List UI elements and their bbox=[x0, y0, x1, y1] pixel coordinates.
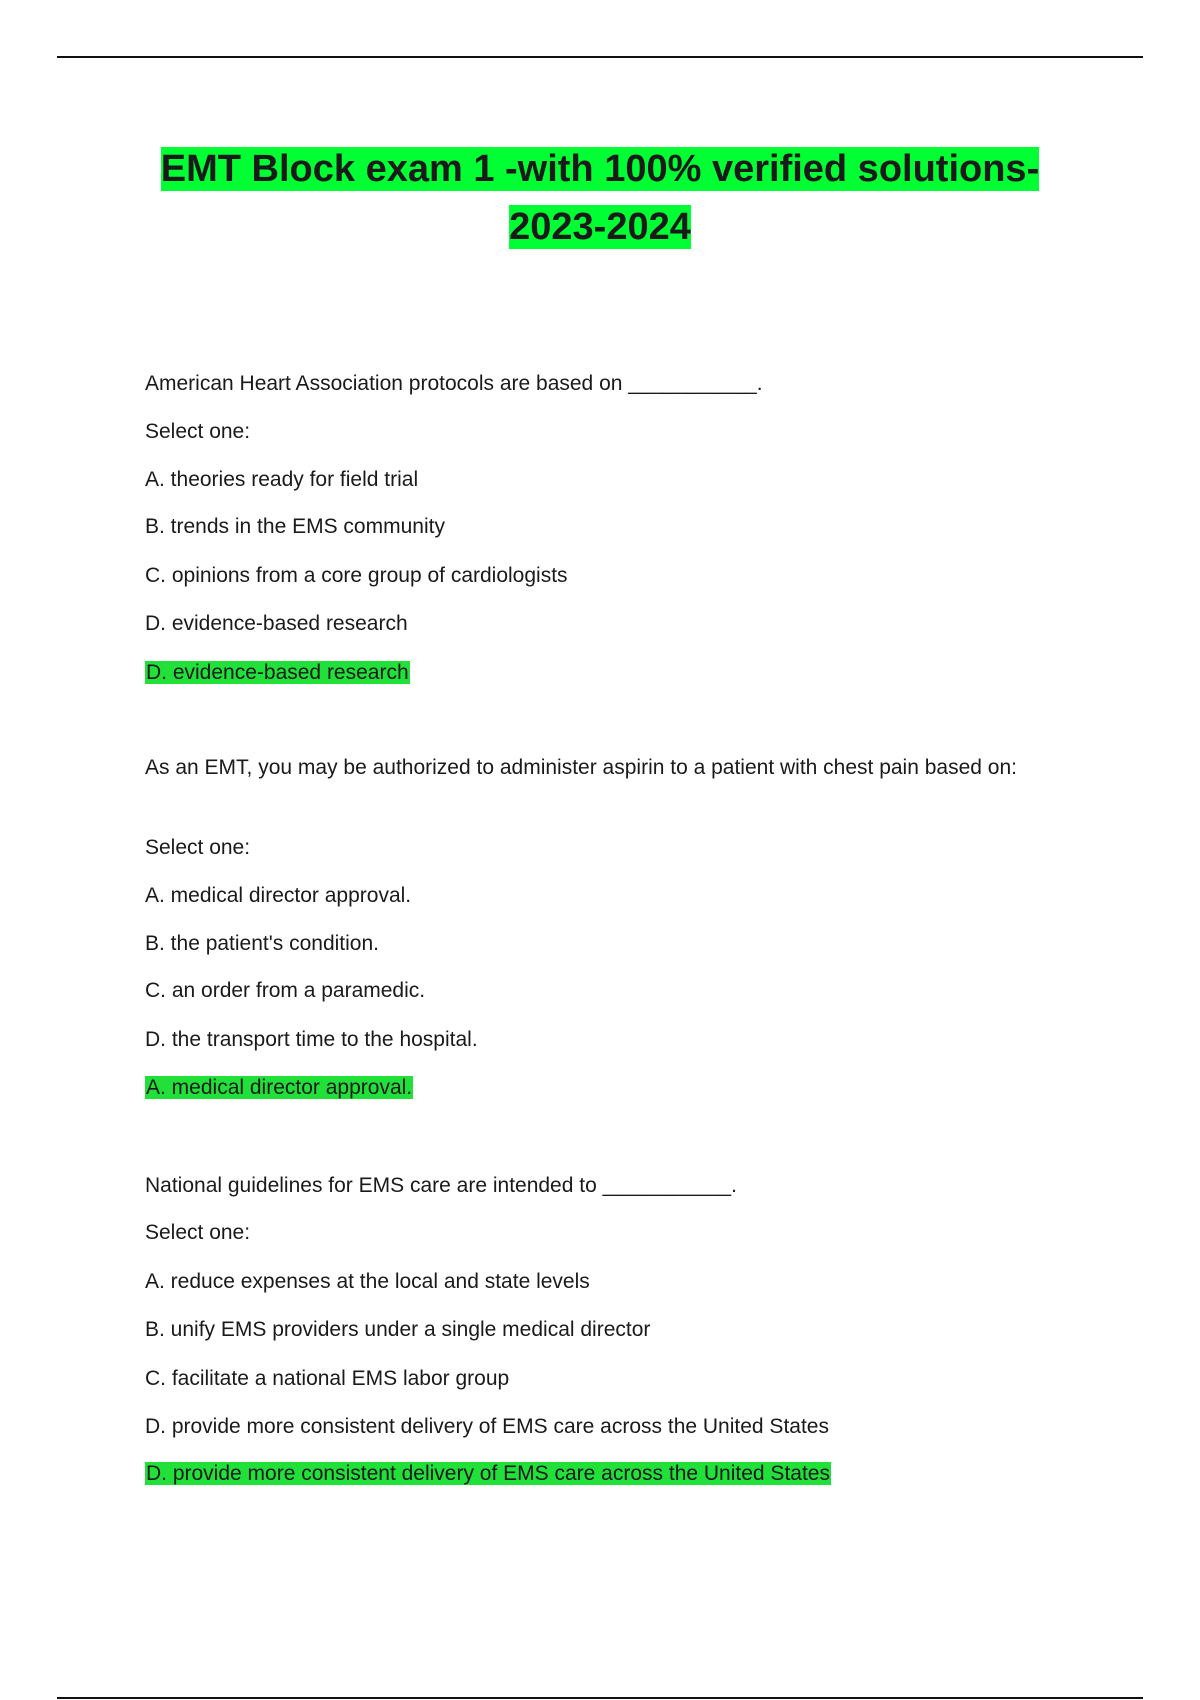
answer-highlight: D. evidence-based research bbox=[146, 661, 409, 684]
select-instruction: Select one: bbox=[145, 420, 251, 443]
title-line-1: EMT Block exam 1 -with 100% verified solutions- bbox=[160, 148, 1040, 190]
option-a: A. theories ready for field trial bbox=[145, 468, 419, 491]
option-d: D. provide more consistent delivery of EMS care across the United States bbox=[145, 1415, 829, 1438]
select-instruction: Select one: bbox=[145, 836, 251, 859]
correct-answer bbox=[145, 657, 410, 689]
option-a: A. medical director approval. bbox=[145, 884, 412, 907]
select-instruction: Select one: bbox=[145, 1221, 251, 1244]
footer-rule bbox=[57, 1697, 1143, 1699]
option-c: C. facilitate a national EMS labor group bbox=[145, 1367, 510, 1390]
answer-highlight: A. medical director approval. bbox=[146, 1076, 413, 1099]
option-d: D. the transport time to the hospital. bbox=[145, 1028, 478, 1051]
question-prompt: As an EMT, you may be authorized to administer aspirin to a patient with chest pain based on: bbox=[145, 756, 1017, 779]
option-a: A. reduce expenses at the local and state levels bbox=[145, 1270, 590, 1293]
option-d: D. evidence-based research bbox=[145, 612, 408, 635]
title-line-2: 2023-2024 bbox=[509, 206, 691, 248]
option-b: B. unify EMS providers under a single medical director bbox=[145, 1318, 651, 1341]
answer-highlight: D. provide more consistent delivery of EMS care across the United States bbox=[146, 1462, 830, 1485]
option-c: C. an order from a paramedic. bbox=[145, 979, 426, 1002]
option-b: B. trends in the EMS community bbox=[145, 515, 445, 538]
document-title bbox=[0, 140, 1200, 256]
option-c: C. opinions from a core group of cardiologists bbox=[145, 564, 568, 587]
question-prompt: American Heart Association protocols are based on ___________. bbox=[145, 372, 763, 395]
correct-answer bbox=[145, 1458, 831, 1490]
question-prompt: National guidelines for EMS care are intended to ___________. bbox=[145, 1174, 737, 1197]
option-b: B. the patient's condition. bbox=[145, 932, 379, 955]
header-rule bbox=[57, 56, 1143, 58]
correct-answer bbox=[145, 1072, 413, 1104]
